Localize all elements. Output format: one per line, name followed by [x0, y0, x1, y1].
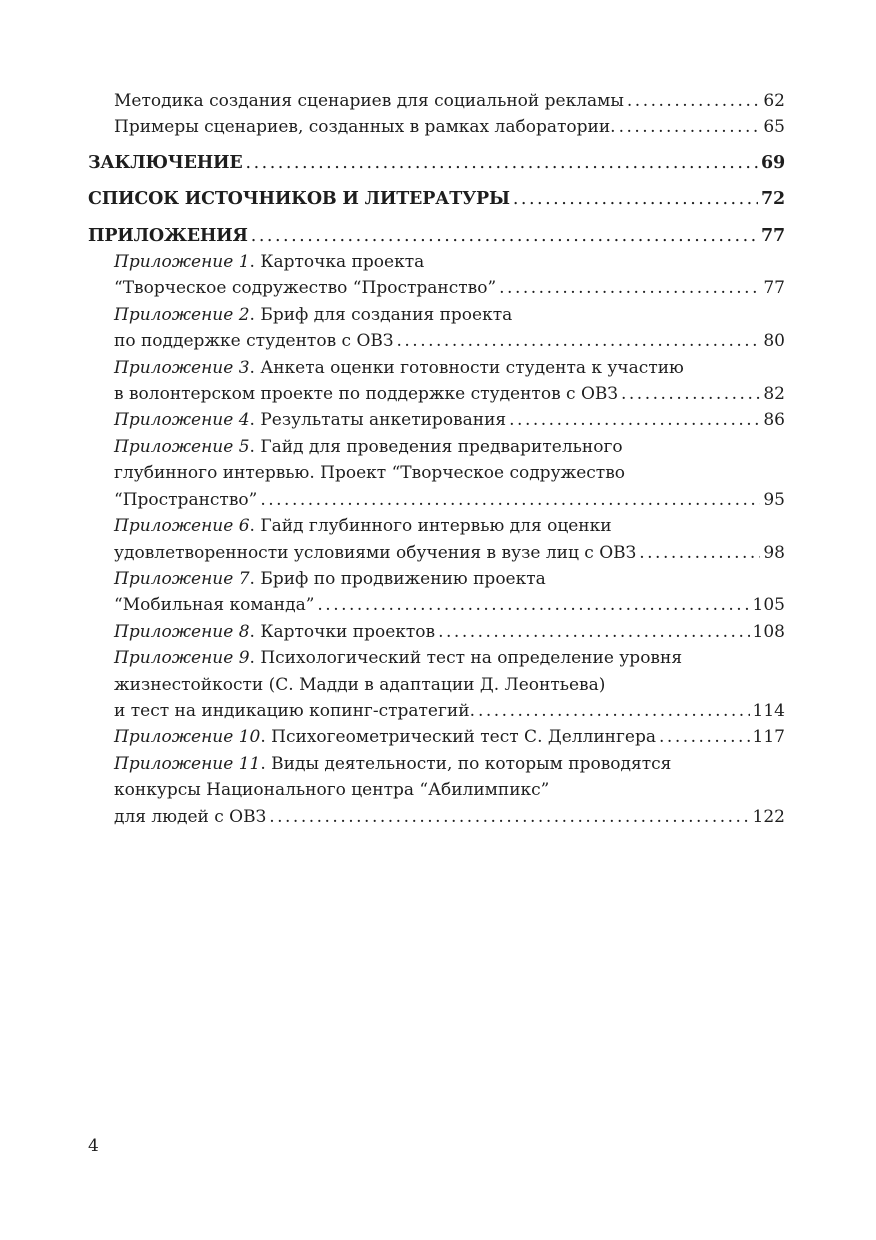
toc-line	[88, 487, 785, 513]
toc-entry-title: . Анкета оценки готовности студента к участию	[249, 357, 684, 378]
appendix-label: Приложение 11	[114, 753, 261, 774]
toc-page-number: 98	[763, 542, 785, 563]
appendix-label: Приложение 4	[114, 410, 250, 431]
toc-line	[88, 751, 785, 777]
toc-section-title: СПИСОК ИСТОЧНИКОВ И ЛИТЕРАТУРЫ	[88, 189, 510, 210]
dot-leader	[397, 328, 761, 354]
toc-line	[88, 724, 785, 750]
toc-page-number: 69	[761, 152, 785, 173]
dot-leader	[621, 381, 760, 407]
dot-leader	[513, 186, 758, 212]
toc-page-number: 117	[752, 727, 785, 748]
toc-line	[88, 381, 785, 407]
toc-line	[88, 223, 785, 249]
toc-entry-appendix-1[interactable]	[88, 249, 785, 302]
table-of-contents	[88, 88, 785, 830]
toc-entry-title: . Виды деятельности, по которым проводятся	[260, 753, 672, 774]
toc-entry-appendix-2[interactable]	[88, 302, 785, 355]
toc-entry-title: “Творческое содружество “Пространство”	[114, 278, 497, 299]
toc-entry-appendix-6[interactable]	[88, 513, 785, 566]
dot-leader	[619, 114, 761, 140]
toc-line	[88, 302, 785, 328]
toc-line	[88, 186, 785, 212]
toc-page-number: 86	[763, 410, 785, 431]
toc-entry-appendix-9[interactable]	[88, 645, 785, 724]
toc-page-number: 95	[763, 489, 785, 510]
toc-line	[88, 566, 785, 592]
toc-entry-title: . Психологический тест на определение уровня	[249, 648, 683, 669]
toc-entry-title: Методика создания сценариев для социальной рекламы	[114, 91, 624, 111]
toc-entry[interactable]	[88, 88, 785, 114]
toc-line	[88, 275, 785, 301]
dot-leader	[499, 275, 760, 301]
toc-section-conclusion[interactable]	[88, 150, 785, 176]
appendix-label: Приложение 6	[114, 516, 250, 537]
dot-leader	[627, 88, 760, 114]
toc-entry-title: глубинного интервью. Проект “Творческое содружество	[114, 463, 625, 484]
toc-line	[88, 88, 785, 114]
appendix-label: Приложение 7	[114, 568, 250, 589]
toc-entry-appendix-3[interactable]	[88, 355, 785, 408]
toc-section-title: ПРИЛОЖЕНИЯ	[88, 225, 248, 246]
toc-section-appendices[interactable]	[88, 223, 785, 249]
toc-page-number: 77	[761, 225, 785, 246]
dot-leader	[639, 540, 760, 566]
toc-entry-appendix-4[interactable]	[88, 407, 785, 433]
dot-leader	[246, 150, 759, 176]
toc-entry-title: и тест на индикацию копинг-стратегий.	[114, 700, 475, 721]
toc-page-number: 122	[752, 806, 785, 827]
toc-page-number: 62	[763, 91, 785, 111]
toc-line	[88, 592, 785, 618]
appendix-label: Приложение 8	[114, 621, 250, 642]
dot-leader	[251, 223, 758, 249]
toc-entry-title: конкурсы Национального центра “Абилимпикс”	[114, 780, 550, 801]
toc-entry-title: для людей с ОВЗ	[114, 806, 267, 827]
toc-entry[interactable]	[88, 114, 785, 140]
toc-page-number: 114	[752, 700, 785, 721]
toc-entry-title: удовлетворенности условиями обучения в вузе лиц с ОВЗ	[114, 542, 637, 563]
dot-leader	[509, 407, 760, 433]
page-number: 4	[88, 1136, 99, 1156]
toc-entry-appendix-8[interactable]	[88, 619, 785, 645]
toc-entry-appendix-11[interactable]	[88, 751, 785, 830]
toc-entry-title: . Гайд для проведения предварительного	[249, 436, 623, 457]
toc-entry-appendix-10[interactable]	[88, 724, 785, 750]
toc-page-number: 72	[761, 189, 785, 210]
toc-line	[88, 114, 785, 140]
toc-entry-title: . Психогеометрический тест С. Деллингера	[260, 727, 657, 748]
toc-entry-title: . Бриф по продвижению проекта	[249, 568, 546, 589]
toc-line	[88, 540, 785, 566]
toc-page-number: 105	[752, 595, 785, 616]
toc-page-number: 80	[763, 331, 785, 352]
dot-leader	[269, 804, 749, 830]
appendix-label: Приложение 5	[114, 436, 250, 457]
toc-entry-title: “Пространство”	[114, 489, 258, 510]
dot-leader	[260, 487, 760, 513]
toc-entry-title: Примеры сценариев, созданных в рамках лаборатории.	[114, 117, 616, 138]
toc-line	[88, 150, 785, 176]
toc-entry-title: . Гайд глубинного интервью для оценки	[249, 516, 612, 537]
toc-entry-title: “Мобильная команда”	[114, 595, 315, 616]
toc-page-number: 65	[763, 117, 785, 138]
toc-line	[88, 355, 785, 381]
dot-leader	[659, 724, 750, 750]
toc-line	[88, 698, 785, 724]
toc-line	[88, 619, 785, 645]
toc-line	[88, 645, 785, 671]
toc-entry-title: по поддержке студентов с ОВЗ	[114, 331, 394, 352]
toc-line	[88, 407, 785, 433]
toc-line	[88, 328, 785, 354]
toc-entry-title: . Бриф для создания проекта	[249, 304, 513, 325]
toc-entry-title: . Карточки проектов	[249, 621, 436, 642]
toc-line	[88, 249, 785, 275]
toc-entry-appendix-7[interactable]	[88, 566, 785, 619]
toc-line	[88, 513, 785, 539]
toc-section-references[interactable]	[88, 186, 785, 212]
toc-page-number: 82	[763, 384, 785, 405]
toc-line	[88, 672, 785, 698]
toc-entry-title: . Карточка проекта	[249, 252, 425, 273]
toc-line	[88, 777, 785, 803]
toc-entry-title: . Результаты анкетирования	[249, 410, 507, 431]
appendix-label: Приложение 9	[114, 648, 250, 669]
appendix-label: Приложение 10	[114, 727, 261, 748]
dot-leader	[438, 619, 749, 645]
toc-section-title: ЗАКЛЮЧЕНИЕ	[88, 152, 243, 173]
toc-page-number: 108	[752, 621, 785, 642]
appendix-label: Приложение 3	[114, 357, 250, 378]
appendix-label: Приложение 2	[114, 304, 250, 325]
dot-leader	[478, 698, 750, 724]
toc-line	[88, 804, 785, 830]
toc-line	[88, 434, 785, 460]
toc-page-number: 77	[763, 278, 785, 299]
appendix-label: Приложение 1	[114, 252, 250, 273]
toc-line	[88, 460, 785, 486]
toc-entry-appendix-5[interactable]	[88, 434, 785, 513]
toc-entry-title: жизнестойкости (С. Мадди в адаптации Д. Леонтьева)	[114, 674, 606, 695]
dot-leader	[317, 592, 749, 618]
toc-entry-title: в волонтерском проекте по поддержке студентов с ОВЗ	[114, 384, 618, 405]
